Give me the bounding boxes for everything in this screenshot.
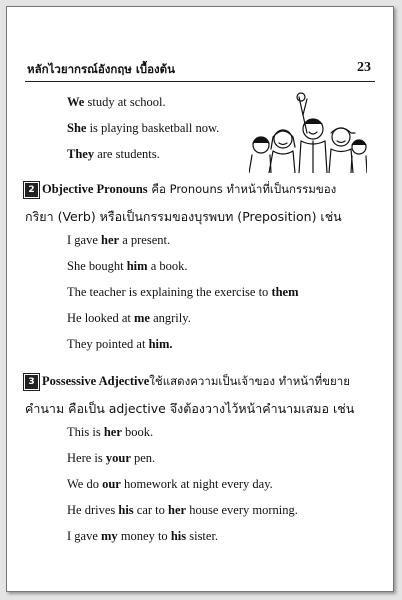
intro-example-3: They are students. bbox=[67, 147, 160, 161]
section-2-title: Objective Pronouns bbox=[42, 182, 148, 196]
section-2-example: I gave her a present. bbox=[67, 233, 171, 247]
section-2-example: They pointed at him. bbox=[67, 337, 173, 351]
section-2-example: He looked at me angrily. bbox=[67, 311, 191, 325]
section-number-badge: 2 bbox=[25, 183, 38, 197]
pronoun: They bbox=[67, 147, 95, 161]
section-2-description: กริยา (Verb) หรือเป็นกรรมของบุรพบท (Preposition) เช่น bbox=[25, 209, 342, 224]
section-3-title: Possessive Adjective bbox=[42, 374, 150, 388]
section-number-badge: 3 bbox=[25, 375, 38, 389]
pronoun: She bbox=[67, 121, 87, 135]
pronoun: We bbox=[67, 95, 85, 109]
section-3-example: Here is your pen. bbox=[67, 451, 156, 465]
intro-example-2: She is playing basketball now. bbox=[67, 121, 220, 135]
section-3-example: He drives his car to her house every morning. bbox=[67, 503, 298, 517]
section-3-example: We do our homework at night every day. bbox=[67, 477, 273, 491]
section-2-example: She bought him a book. bbox=[67, 259, 188, 273]
cheering-students-illustration bbox=[249, 91, 367, 173]
header-title: หลักไวยากรณ์อังกฤษ เบื้องต้น bbox=[27, 62, 175, 76]
page-number: 23 bbox=[357, 60, 371, 75]
section-3-example: I gave my money to his sister. bbox=[67, 529, 219, 543]
section-3-description: คำนาม คือเป็น adjective จึงต้องวางไว้หน้าคำนามเสมอ เช่น bbox=[25, 401, 355, 416]
section-2-example: The teacher is explaining the exercise to them bbox=[67, 285, 299, 299]
intro-example-1: We study at school. bbox=[67, 95, 166, 109]
section-3-example: This is her book. bbox=[67, 425, 154, 439]
book-page bbox=[6, 6, 394, 592]
section-3-heading-line: 3 Possessive Adjectiveใช้แสดงความเป็นเจ้าของ ทำหน้าที่ขยาย bbox=[25, 373, 350, 391]
section-2-heading-line: 2 Objective Pronouns คือ Pronouns ทำหน้าที่เป็นกรรมของ bbox=[25, 181, 336, 199]
page-header bbox=[25, 59, 375, 82]
